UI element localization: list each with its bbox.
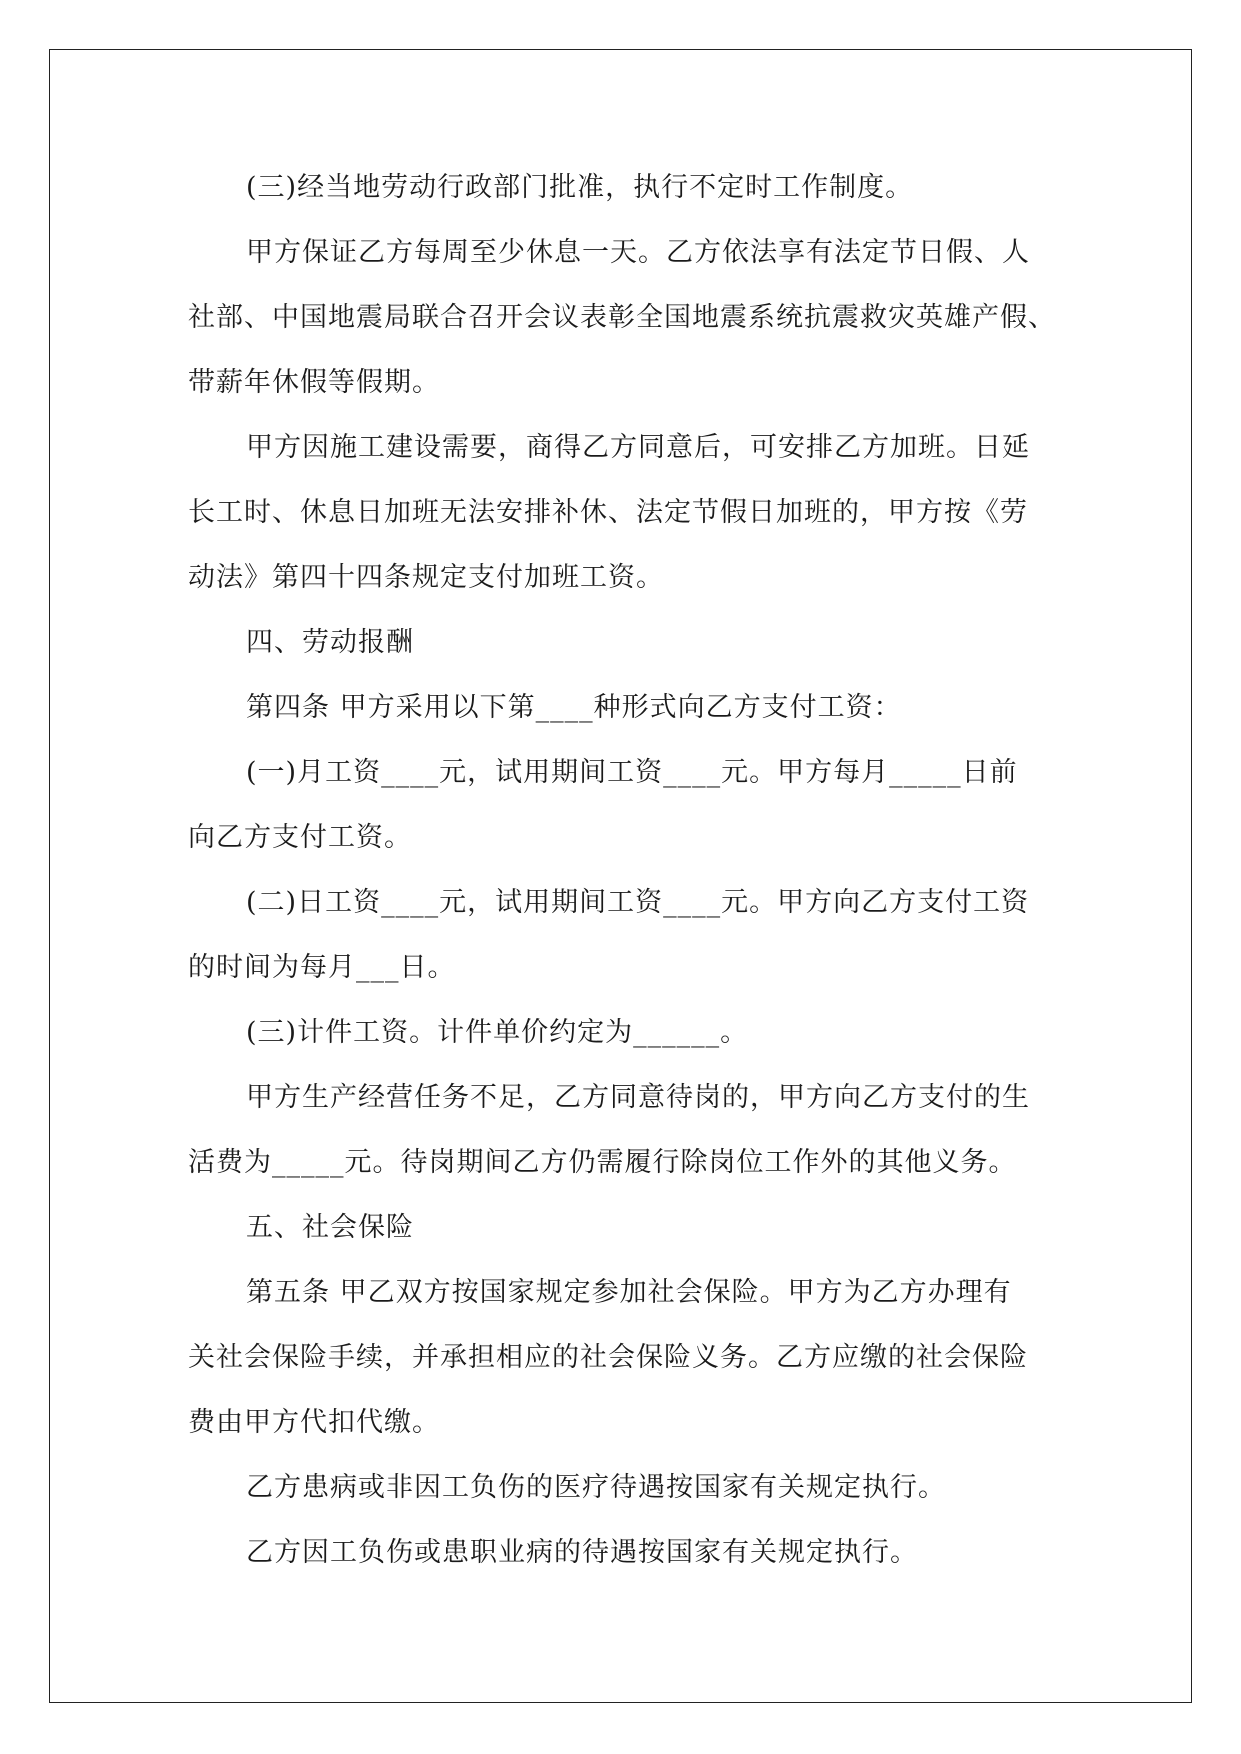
text-line: 社部、中国地震局联合召开会议表彰全国地震系统抗震救灾英雄产假、 (188, 302, 1056, 333)
document-body (188, 155, 1068, 1585)
text-line: 的时间为每月___日。 (188, 952, 456, 983)
text-line: 向乙方支付工资。 (188, 822, 412, 853)
text-line: 费由甲方代扣代缴。 (188, 1407, 440, 1438)
text-line: 活费为_____元。待岗期间乙方仍需履行除岗位工作外的其他义务。 (188, 1147, 1017, 1178)
section-heading: 四、劳动报酬 (246, 627, 414, 658)
text-line: 动法》第四十四条规定支付加班工资。 (188, 562, 664, 593)
text-line: 带薪年休假等假期。 (188, 367, 440, 398)
text-line: (一)月工资____元，试用期间工资____元。甲方每月_____日前 (246, 757, 1018, 788)
text-line: 乙方患病或非因工负伤的医疗待遇按国家有关规定执行。 (246, 1472, 946, 1503)
text-line: (二)日工资____元，试用期间工资____元。甲方向乙方支付工资 (246, 887, 1030, 918)
text-line: 甲方因施工建设需要，商得乙方同意后，可安排乙方加班。日延 (246, 432, 1030, 463)
section-heading: 五、社会保险 (246, 1212, 414, 1243)
text-line: 甲方生产经营任务不足，乙方同意待岗的，甲方向乙方支付的生 (246, 1082, 1030, 1113)
text-line: 第五条 甲乙双方按国家规定参加社会保险。甲方为乙方办理有 (246, 1277, 1012, 1308)
text-line: 甲方保证乙方每周至少休息一天。乙方依法享有法定节日假、人 (246, 237, 1030, 268)
text-line: (三)经当地劳动行政部门批准，执行不定时工作制度。 (246, 172, 914, 203)
text-line: (三)计件工资。计件单价约定为______。 (246, 1017, 749, 1048)
text-line: 长工时、休息日加班无法安排补休、法定节假日加班的，甲方按《劳 (188, 497, 1028, 528)
text-line: 乙方因工负伤或患职业病的待遇按国家有关规定执行。 (246, 1537, 918, 1568)
text-line: 关社会保险手续，并承担相应的社会保险义务。乙方应缴的社会保险 (188, 1342, 1028, 1373)
text-line: 第四条 甲方采用以下第____种形式向乙方支付工资： (246, 692, 902, 723)
